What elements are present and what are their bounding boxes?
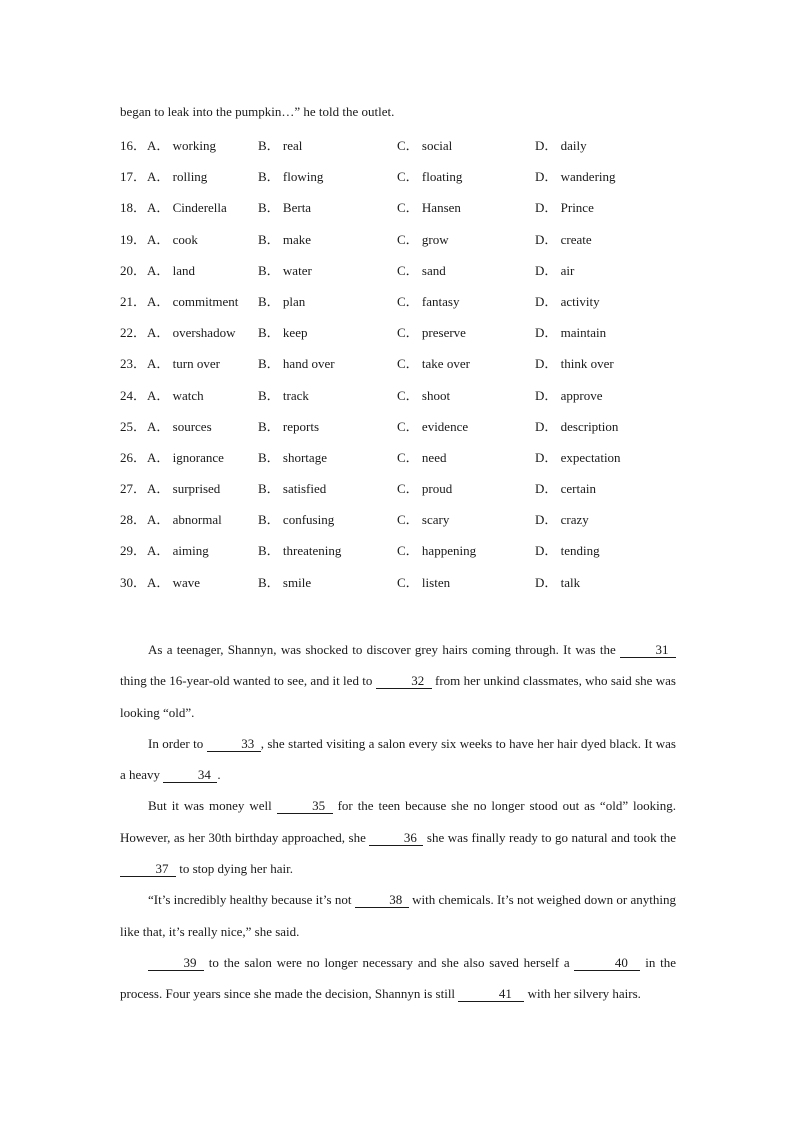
option-b: B． plan bbox=[258, 293, 306, 309]
option-b: B． confusing bbox=[258, 512, 335, 528]
text: with her silvery hairs. bbox=[524, 986, 641, 1002]
option-c: C． need bbox=[397, 449, 447, 465]
text: with chemicals. It’s not weighed down or anything like that, it’s really nice,” she said. bbox=[120, 892, 677, 939]
option-a: A． cook bbox=[147, 231, 198, 247]
cloze-passage bbox=[120, 634, 676, 1010]
option-c: C． social bbox=[397, 138, 453, 153]
option-d: D． air bbox=[535, 262, 575, 278]
option-a: A． Cinderella bbox=[147, 200, 227, 216]
text: But it was money well bbox=[148, 798, 277, 814]
text: . bbox=[217, 767, 221, 783]
option-d: D． tending bbox=[535, 543, 600, 559]
option-b: B． Berta bbox=[258, 200, 312, 216]
blank-31: 31 bbox=[620, 643, 676, 658]
question-number: 23． bbox=[120, 356, 147, 372]
option-a: A． turn over bbox=[147, 356, 220, 372]
option-a: A． commitment bbox=[147, 293, 239, 309]
text: for the teen because she no longer stood out as “old” looking. However, as her 30th birthday approached, she bbox=[120, 798, 676, 845]
option-d: D． expectation bbox=[535, 449, 621, 465]
text: she was finally ready to go natural and took the bbox=[423, 829, 676, 845]
option-b: B． threatening bbox=[258, 543, 342, 559]
option-c: C． scary bbox=[397, 512, 450, 528]
question-number: 24． bbox=[120, 387, 147, 403]
text: in the process. Four years since she made the decision, Shannyn is still bbox=[120, 954, 676, 1002]
option-a: A． rolling bbox=[147, 169, 208, 185]
lead-line: began to leak into the pumpkin…” he told the outlet. bbox=[120, 104, 395, 119]
option-a: A． abnormal bbox=[147, 512, 222, 528]
option-a: A． sources bbox=[147, 418, 212, 434]
text: “It’s incredibly healthy because it’s not bbox=[148, 892, 355, 908]
text: thing the 16-year-old wanted to see, and it led to bbox=[120, 673, 376, 689]
paragraph-2 bbox=[120, 728, 676, 791]
option-d: D． certain bbox=[535, 481, 597, 497]
option-c: C． preserve bbox=[397, 325, 466, 341]
question-number: 16． bbox=[120, 138, 147, 153]
option-c: C． sand bbox=[397, 262, 446, 278]
option-c: C． proud bbox=[397, 481, 453, 497]
option-a: A． overshadow bbox=[147, 325, 236, 341]
option-b: B． keep bbox=[258, 325, 308, 341]
question-number: 21． bbox=[120, 293, 147, 309]
option-a: A． working bbox=[147, 138, 216, 153]
option-b: B． water bbox=[258, 262, 312, 278]
option-d: D． description bbox=[535, 418, 619, 434]
question-number: 29． bbox=[120, 543, 147, 559]
option-a: A． wave bbox=[147, 574, 201, 590]
option-a: A． ignorance bbox=[147, 449, 224, 465]
blank-40: 40 bbox=[574, 956, 640, 971]
question-number: 27． bbox=[120, 481, 147, 497]
question-number: 26． bbox=[120, 449, 147, 465]
option-c: C． shoot bbox=[397, 387, 451, 403]
option-b: B． flowing bbox=[258, 169, 324, 185]
option-c: C． listen bbox=[397, 574, 451, 590]
option-b: B． satisfied bbox=[258, 481, 327, 497]
question-number: 19． bbox=[120, 231, 147, 247]
option-d: D． crazy bbox=[535, 512, 589, 528]
option-c: C． floating bbox=[397, 169, 463, 185]
blank-33: 33 bbox=[207, 737, 261, 752]
option-c: C． take over bbox=[397, 356, 470, 372]
question-number: 18． bbox=[120, 200, 147, 216]
option-c: C． evidence bbox=[397, 418, 469, 434]
paragraph-5 bbox=[120, 947, 676, 1010]
option-d: D． daily bbox=[535, 138, 587, 153]
option-d: D． maintain bbox=[535, 325, 607, 341]
text: As a teenager, Shannyn, was shocked to discover grey hairs coming through. It was the bbox=[148, 642, 620, 657]
option-b: B． shortage bbox=[258, 449, 327, 465]
paragraph-1 bbox=[120, 634, 676, 728]
blank-39: 39 bbox=[148, 956, 204, 971]
question-number: 17． bbox=[120, 169, 147, 185]
blank-35: 35 bbox=[277, 799, 333, 814]
paragraph-4 bbox=[120, 884, 676, 947]
option-a: A． land bbox=[147, 262, 196, 278]
option-d: D． create bbox=[535, 231, 592, 247]
option-b: B． smile bbox=[258, 574, 312, 590]
blank-32: 32 bbox=[376, 674, 432, 689]
option-d: D． approve bbox=[535, 387, 603, 403]
option-d: D． activity bbox=[535, 293, 600, 309]
option-a: A． aiming bbox=[147, 543, 209, 559]
option-b: B． reports bbox=[258, 418, 320, 434]
question-number: 28． bbox=[120, 512, 147, 528]
blank-38: 38 bbox=[355, 893, 409, 908]
option-c: C． happening bbox=[397, 543, 477, 559]
text: to the salon were no longer necessary and she also saved herself a bbox=[204, 954, 575, 970]
option-d: D． wandering bbox=[535, 169, 616, 185]
option-c: C． Hansen bbox=[397, 200, 461, 216]
question-number: 20． bbox=[120, 262, 147, 278]
paragraph-3 bbox=[120, 790, 676, 884]
option-a: A． surprised bbox=[147, 481, 221, 497]
option-c: C． fantasy bbox=[397, 293, 460, 309]
text: In order to bbox=[148, 735, 207, 751]
option-b: B． real bbox=[258, 138, 303, 153]
question-number: 22． bbox=[120, 325, 147, 341]
blank-34: 34 bbox=[163, 768, 217, 783]
text: , she started visiting a salon every six weeks to have her hair dyed black. It was a heavy bbox=[120, 735, 676, 783]
question-number: 30． bbox=[120, 574, 147, 590]
blank-41: 41 bbox=[458, 987, 524, 1002]
option-a: A． watch bbox=[147, 387, 204, 403]
question-number: 25． bbox=[120, 418, 147, 434]
option-b: B． track bbox=[258, 387, 309, 403]
option-b: B． hand over bbox=[258, 356, 335, 372]
option-c: C． grow bbox=[397, 231, 449, 247]
option-b: B． make bbox=[258, 231, 312, 247]
blank-37: 37 bbox=[120, 862, 176, 877]
option-d: D． talk bbox=[535, 574, 581, 590]
option-d: D． Prince bbox=[535, 200, 594, 216]
text: from her unkind classmates, who said she was looking “old”. bbox=[120, 673, 676, 720]
option-d: D． think over bbox=[535, 356, 614, 372]
blank-36: 36 bbox=[369, 831, 423, 846]
text: to stop dying her hair. bbox=[176, 861, 293, 877]
